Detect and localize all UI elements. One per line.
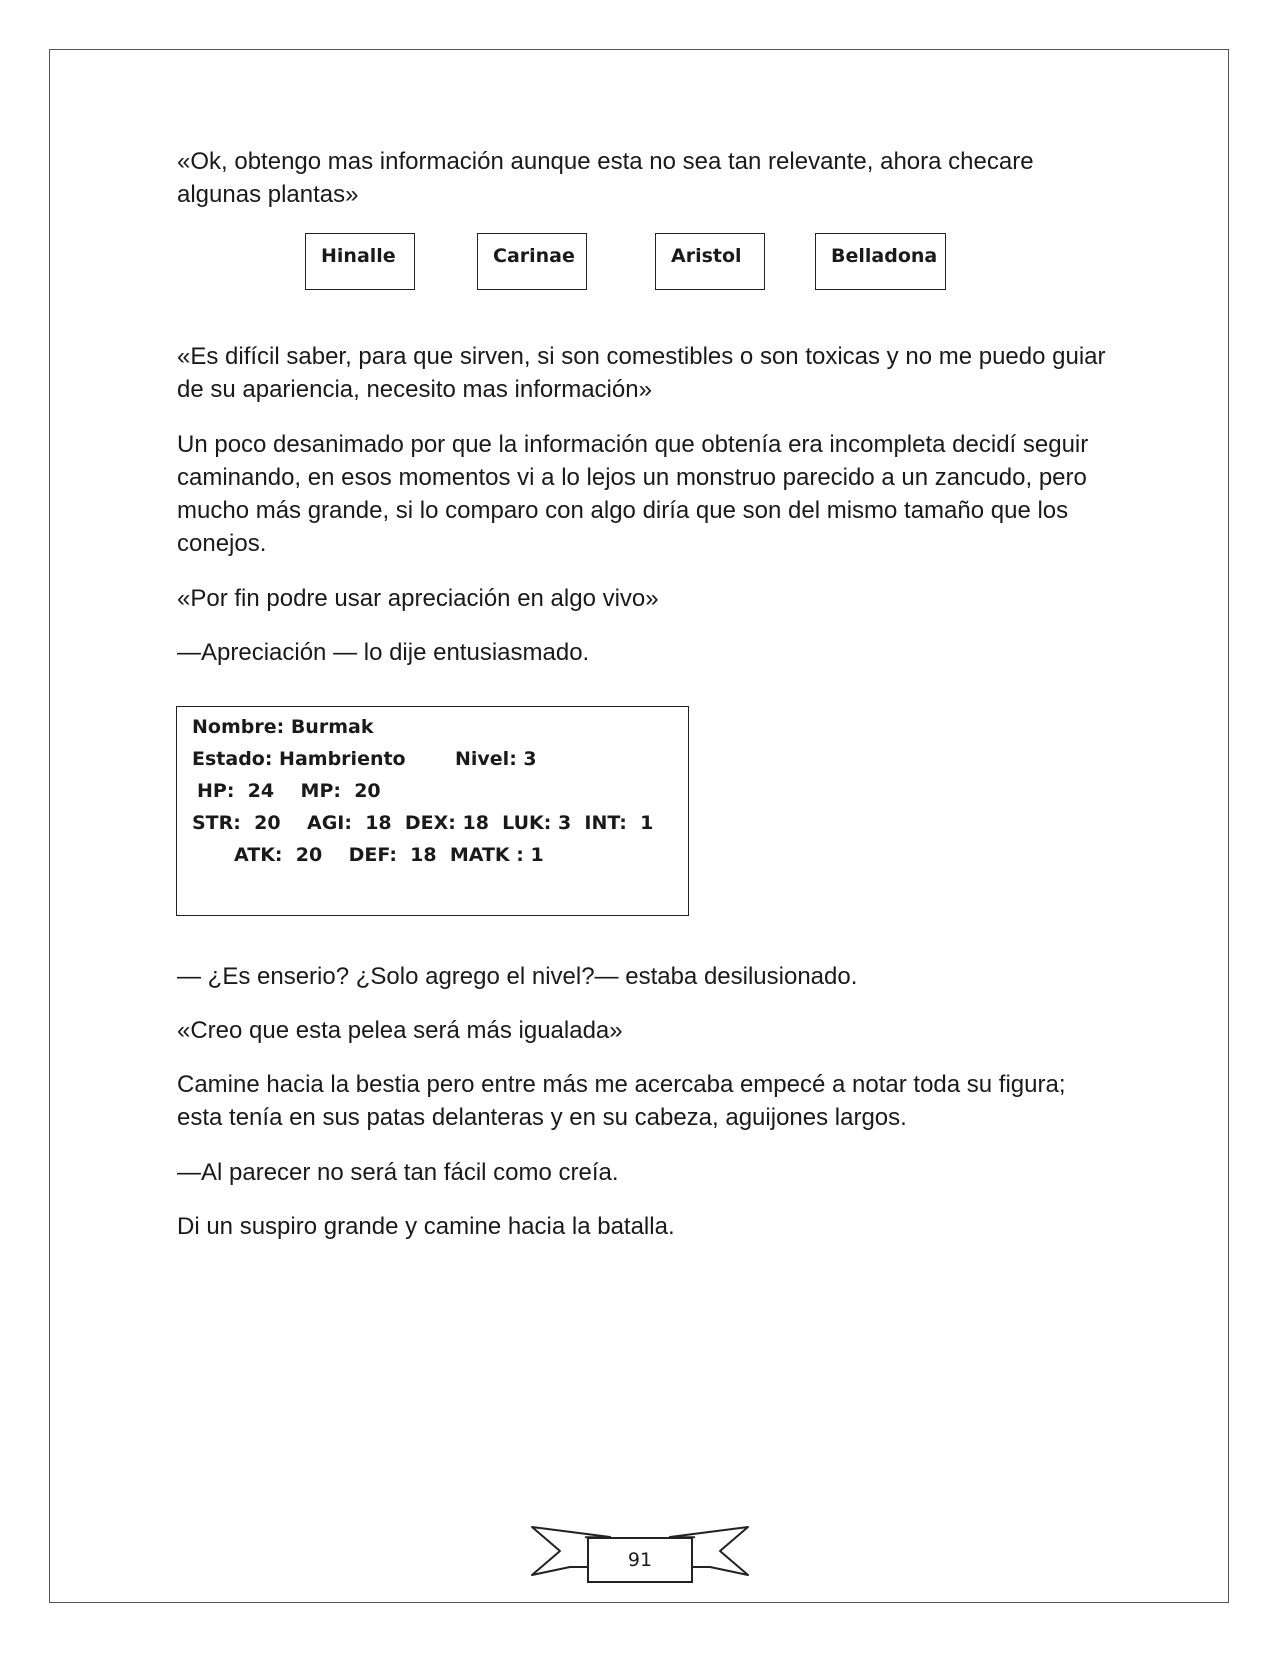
stat-nivel: Nivel: 3 [455, 748, 537, 770]
paragraph-5: —Apreciación — lo dije entusiasmado. [177, 639, 590, 666]
page-number: 91 [627, 1549, 653, 1571]
stat-attributes: STR: 20 AGI: 18 DEX: 18 LUK: 3 INT: 1 [192, 812, 654, 834]
plant-box-aristol: Aristol [655, 233, 765, 290]
paragraph-7: «Creo que esta pelea será más igualada» [177, 1017, 623, 1044]
stat-nombre: Nombre: Burmak [192, 716, 374, 738]
paragraph-6: — ¿Es enserio? ¿Solo agrego el nivel?— estaba desilusionado. [177, 963, 858, 990]
stat-hp-mp: HP: 24 MP: 20 [197, 780, 381, 802]
paragraph-3: Un poco desanimado por que la información que obtenía era incompleta decidí seguir caminando, en esos momentos vi a lo lejos un monstruo parecido a un zancudo, pero mucho más grande, si lo comparo con algo diría que son del mismo tamaño que los conejos. [177, 431, 1089, 557]
plant-box-carinae: Carinae [477, 233, 587, 290]
paragraph-1: «Ok, obtengo mas información aunque esta no sea tan relevante, ahora checare algunas plantas» [177, 148, 1034, 208]
paragraph-8: Camine hacia la bestia pero entre más me acercaba empecé a notar toda su figura; esta tenía en sus patas delanteras y en su cabeza, aguijones largos. [177, 1071, 1066, 1131]
stat-estado: Estado: Hambriento [192, 748, 406, 770]
plant-box-hinalle: Hinalle [305, 233, 415, 290]
paragraph-10: Di un suspiro grande y camine hacia la batalla. [177, 1213, 675, 1240]
paragraph-4: «Por fin podre usar apreciación en algo vivo» [177, 585, 659, 612]
stat-combat: ATK: 20 DEF: 18 MATK : 1 [234, 844, 544, 866]
stats-box [176, 706, 689, 916]
paragraph-2: «Es difícil saber, para que sirven, si son comestibles o son toxicas y no me puedo guiar de su apariencia, necesito mas información» [177, 343, 1106, 403]
paragraph-9: —Al parecer no será tan fácil como creía. [177, 1159, 619, 1186]
plant-box-belladona: Belladona [815, 233, 946, 290]
